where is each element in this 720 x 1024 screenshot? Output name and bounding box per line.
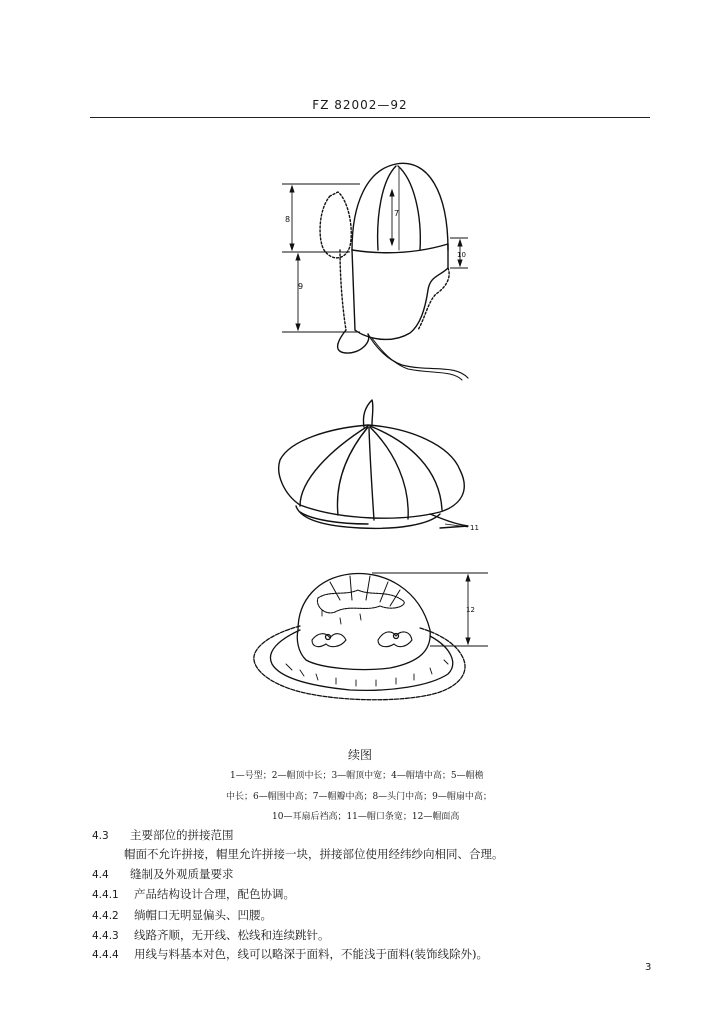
section-4-3-text: 帽面不允许拼接，帽里允许拼接一块，拼接部位使用经纬纱向相同、合理。 [124, 847, 504, 861]
dim-label-11: 11 [470, 524, 479, 532]
clause-number: 4.4.3 [92, 930, 119, 942]
section-title: 主要部位的拼接范围 [130, 828, 234, 842]
clause-text: 绱帽口无明显偏头、凹腰。 [134, 908, 272, 922]
beret-seam-4 [370, 427, 408, 519]
trapper-crown-seam-left [378, 166, 396, 250]
bucket-embroidery-top [317, 590, 404, 613]
dim-label-10: 10 [457, 251, 466, 259]
trapper-string-left [338, 330, 369, 353]
figure-legend-line-3: 10—耳扇后裆高；11—帽口条宽；12—帽面高 [272, 812, 460, 822]
document-code: FZ 82002—92 [312, 98, 408, 112]
clause-number: 4.4.2 [92, 910, 119, 922]
trapper-crown-seam-right [398, 166, 420, 250]
figure-legend-line-2: 中长；6—帽围中高；7—帽瓣中高；8—头门中高；9—帽扇中高； [226, 792, 492, 802]
trapper-band-line [352, 244, 448, 253]
clause-4-4-1 [92, 886, 295, 902]
trapper-earflap-fur-inner [340, 250, 346, 330]
clause-4-4-2 [92, 907, 272, 923]
clause-number: 4.4.1 [92, 889, 119, 901]
beret-stem [363, 400, 372, 427]
bucket-crown [297, 573, 430, 669]
trapper-earflap-fur [320, 192, 351, 258]
clause-4-4-3 [92, 927, 330, 943]
bucket-flower-left [312, 634, 346, 647]
trapper-crown [352, 163, 448, 250]
section-number: 4.4 [92, 869, 109, 881]
trapper-string-right-2 [372, 338, 462, 380]
figure-legend-line-1: 1—号型；2—帽顶中长；3—帽顶中宽；4—帽墙中高；5—帽檐 [230, 771, 484, 781]
page-number: 3 [645, 962, 652, 973]
beret-seam-3 [369, 428, 374, 520]
bucket-hat-drawing [254, 573, 465, 699]
clause-text: 用线与料基本对色，线可以略深于面料，不能浅于面料(装饰线除外)。 [134, 947, 488, 961]
dim-label-12: 12 [466, 606, 475, 614]
clause-number: 4.4.4 [92, 949, 119, 961]
clause-text: 产品结构设计合理，配色协调。 [134, 887, 295, 901]
bucket-crown-marks [322, 610, 361, 624]
beret-seam-2 [337, 427, 368, 515]
dim-label-7: 7 [394, 209, 400, 218]
figure-caption-title: 续图 [347, 748, 372, 762]
clause-text: 线路齐顺，无开线、松线和连续跳针。 [134, 928, 330, 942]
beret-hat-drawing [279, 400, 468, 528]
trapper-body-left [352, 250, 355, 330]
section-title: 缝制及外观质量要求 [130, 867, 234, 881]
trapper-body-right [355, 244, 448, 339]
bucket-brim-gathers [286, 660, 448, 686]
dim-label-8: 8 [285, 215, 291, 224]
trapper-right-flap-fur [418, 268, 449, 330]
section-number: 4.3 [92, 830, 109, 842]
trapper-string-right [368, 334, 468, 378]
dim-label-9: 9 [298, 282, 304, 291]
section-4-4-heading [92, 866, 234, 882]
section-4-3-heading [92, 827, 234, 843]
trapper-dimensions [282, 184, 468, 332]
clause-4-4-4 [92, 946, 488, 962]
